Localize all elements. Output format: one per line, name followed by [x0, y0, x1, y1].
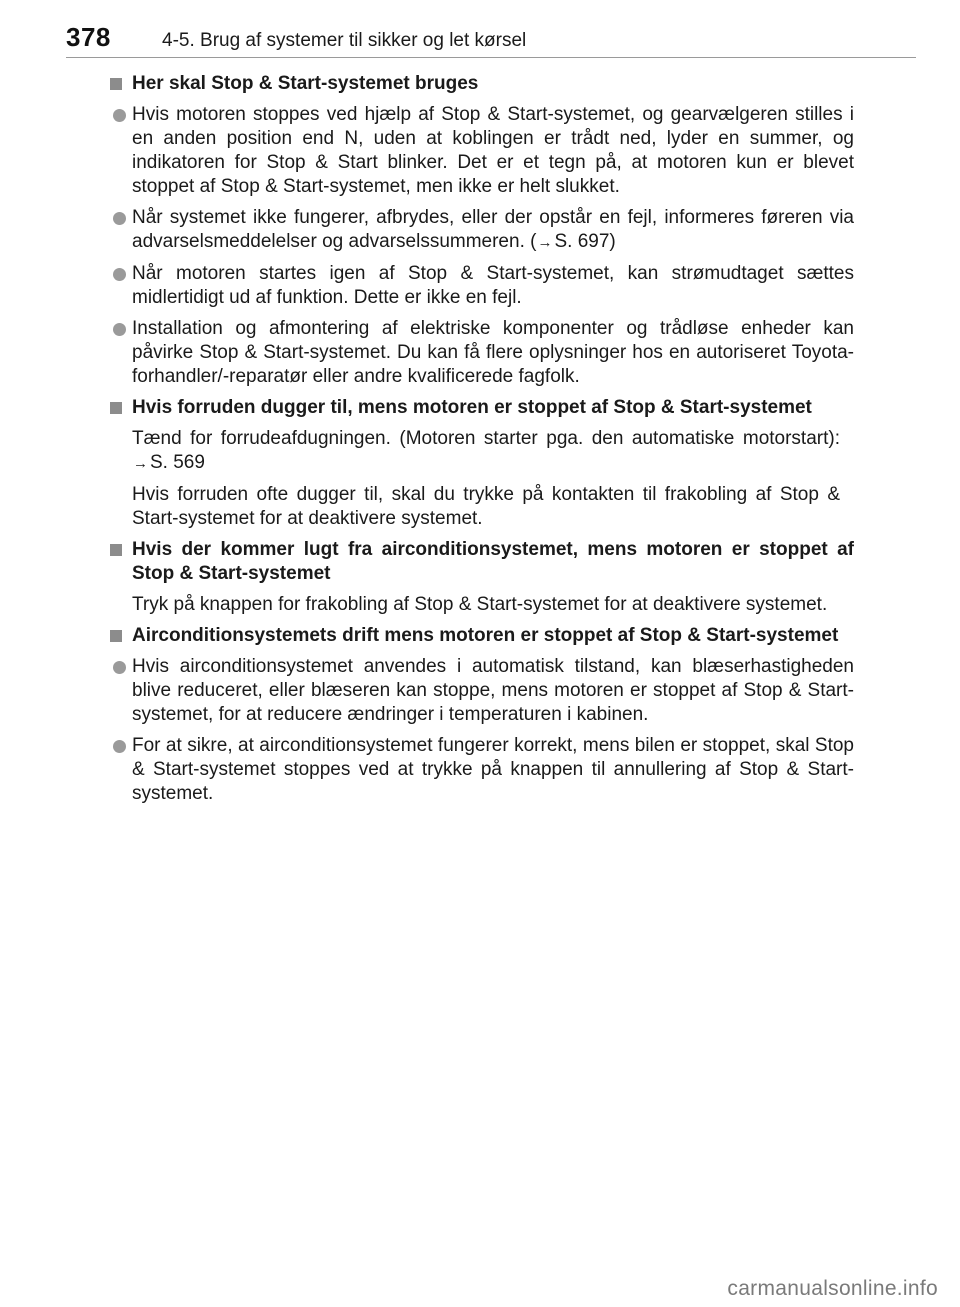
page-header: [0, 0, 960, 56]
round-bullet-icon: [113, 740, 126, 753]
paragraph: Tænd for forrudeafdugningen. (Motoren starter pga. den automatiske motorstart): → S. 569: [132, 428, 840, 473]
round-bullet-icon: [113, 323, 126, 336]
arrow-right-icon: →: [133, 455, 148, 472]
square-bullet-icon: [110, 630, 122, 642]
page-reference-link[interactable]: S. 697: [554, 231, 610, 252]
bullet-item: Installation og afmontering af elektriske komponenter og trådløse enheder kan påvirke Stop & Start-systemet. Du kan få flere oplysninger hos en autoriseret Toyota-forhandler/-reparatør eller andre kvalificerede fagfolk.: [108, 317, 854, 389]
bullet-item: For at sikre, at airconditionsystemet fungerer korrekt, mens bilen er stoppet, skal Stop & Start-systemet stoppes ved at trykke på knappen til annullering af Stop & Start-systemet.: [108, 734, 854, 806]
square-bullet-icon: [110, 544, 122, 556]
section-title: 4-5. Brug af systemer til sikker og let kørsel: [162, 30, 527, 51]
section-heading: Her skal Stop & Start-systemet bruges: [108, 72, 854, 96]
round-bullet-icon: [113, 109, 126, 122]
section-heading: Airconditionsystemets drift mens motoren er stoppet af Stop & Start-systemet: [108, 624, 854, 648]
round-bullet-icon: [113, 212, 126, 225]
bullet-item: Hvis motoren stoppes ved hjælp af Stop & Start-systemet, og gearvælgeren stilles i en anden position end N, uden at koblingen er trådt ned, lyder en summer, og indikatoren for Stop & Start blinker. Det er et tegn på, at motoren kun er blevet stoppet af Stop & Start-systemet, men ikke er helt slukket.: [108, 103, 854, 199]
header-divider: [66, 57, 916, 58]
paragraph: Tryk på knappen for frakobling af Stop & Start-systemet for at deaktivere systemet.: [132, 594, 828, 615]
square-bullet-icon: [110, 402, 122, 414]
bullet-item: Når motoren startes igen af Stop & Start-systemet, kan strømudtaget sættes midlertidigt ud af funktion. Dette er ikke en fejl.: [108, 262, 854, 310]
section-heading: Hvis der kommer lugt fra airconditionsystemet, mens motoren er stoppet af Stop & Start-systemet: [108, 538, 854, 586]
page-number: 378: [66, 22, 111, 52]
round-bullet-icon: [113, 268, 126, 281]
square-bullet-icon: [110, 78, 122, 90]
bullet-item: Når systemet ikke fungerer, afbrydes, eller der opstår en fejl, informeres føreren via advarselsmeddelelser og advarselssummeren. (→ S. 697): [108, 206, 854, 255]
watermark: carmanualsonline.info: [727, 1277, 938, 1300]
section-heading: Hvis forruden dugger til, mens motoren er stoppet af Stop & Start-systemet: [108, 396, 854, 420]
main-content: [108, 72, 854, 806]
bullet-item: Hvis airconditionsystemet anvendes i automatisk tilstand, kan blæserhastigheden blive reduceret, eller blæseren kan stoppe, mens motoren er stoppet af Stop & Start-systemet, for at reducere ændringer i temperaturen i kabinen.: [108, 655, 854, 727]
page-reference-link[interactable]: S. 569: [150, 452, 205, 473]
round-bullet-icon: [113, 661, 126, 674]
paragraph: Hvis forruden ofte dugger til, skal du trykke på kontakten til frakobling af Stop & Start-systemet for at deaktivere systemet.: [132, 484, 840, 529]
arrow-right-icon: →: [537, 234, 553, 251]
